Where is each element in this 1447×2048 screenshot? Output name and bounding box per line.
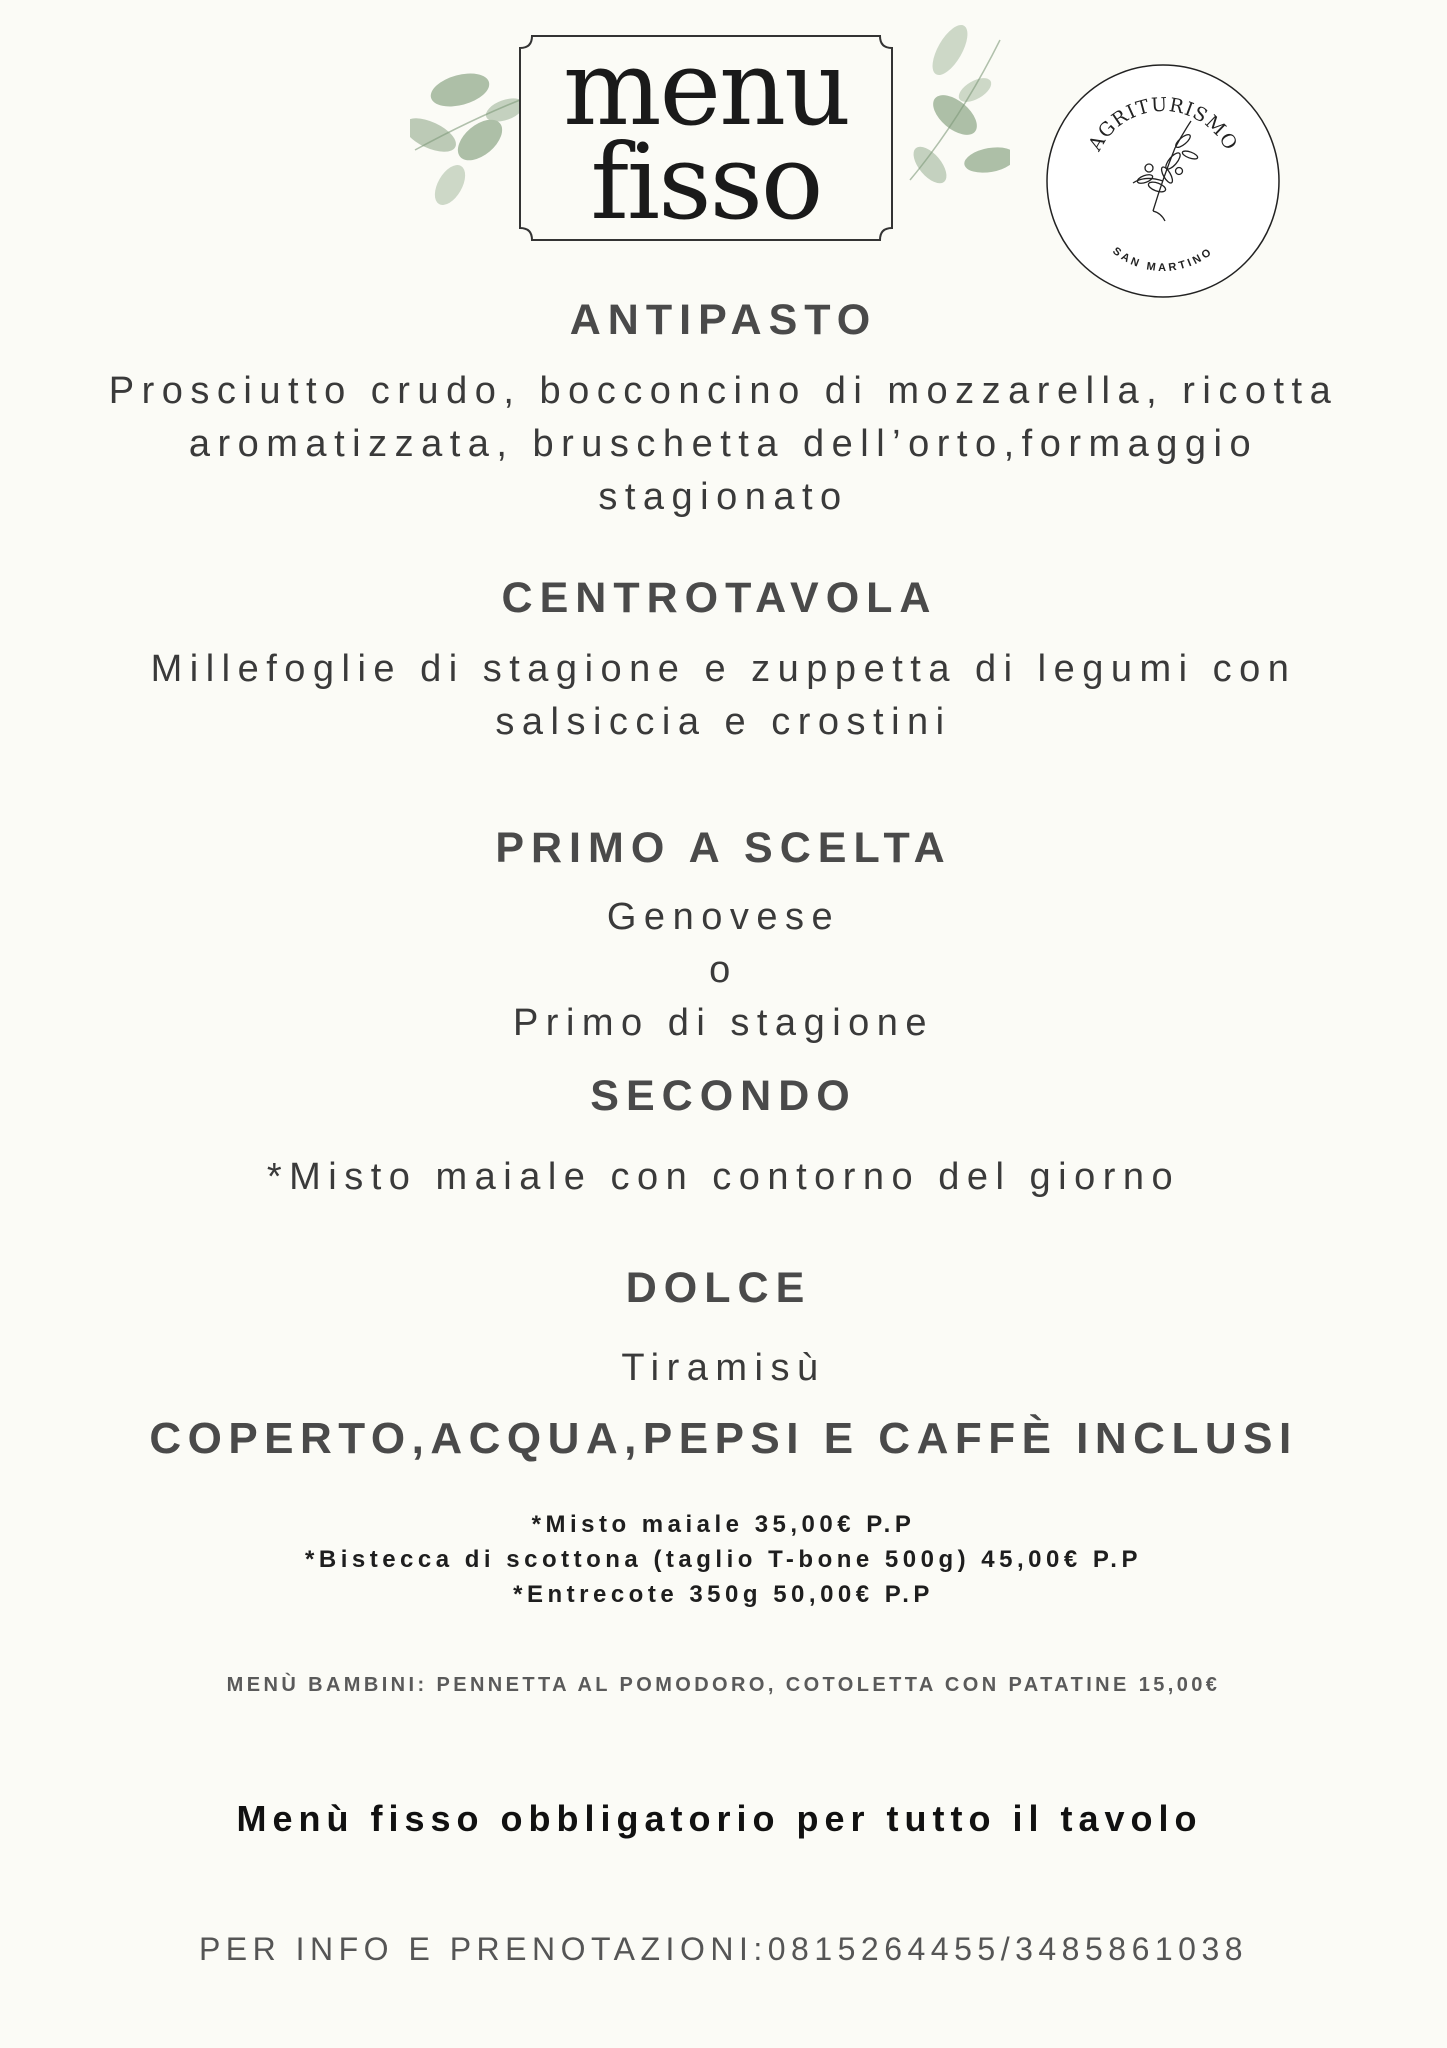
mandatory-note: Menù fisso obbligatorio per tutto il tavolo [236, 1798, 1203, 1839]
primo-separator: o [709, 949, 738, 991]
contact-info: PER INFO E PRENOTAZIONI:0815264455/3485861038 [198, 1931, 1249, 1967]
centrotavola-line-2: salsiccia e crostini [495, 701, 952, 743]
price-misto-maiale: *Misto maiale 35,00€ P.P [531, 1511, 916, 1538]
primo-option-1: Genovese [606, 896, 841, 938]
kids-menu: MENÙ BAMBINI: PENNETTA AL POMODORO, COTOLETTA CON PATATINE 15,00€ [226, 1674, 1221, 1696]
title-menu: menu [562, 27, 850, 149]
logo-bottom-text: SAN MARTINO [1110, 245, 1216, 275]
section-heading-dolce: DOLCE [625, 1264, 812, 1312]
centrotavola-line-1: Millefoglie di stagione e zuppetta di legumi con [150, 648, 1297, 690]
primo-option-2: Primo di stagione [512, 1002, 935, 1044]
secondo-line-1: *Misto maiale con contorno del giorno [266, 1156, 1181, 1198]
price-bistecca: *Bistecca di scottona (taglio T-bone 500g) 45,00€ P.P [305, 1546, 1142, 1573]
antipasto-line-3: stagionato [598, 476, 849, 518]
section-heading-secondo: SECONDO [590, 1072, 857, 1120]
section-heading-primo: PRIMO A SCELTA [495, 824, 952, 872]
price-entrecote: *Entrecote 350g 50,00€ P.P [513, 1581, 934, 1608]
included-items: COPERTO,ACQUA,PEPSI E CAFFÈ INCLUSI [149, 1414, 1298, 1463]
antipasto-line-2: aromatizzata, bruschetta dell’orto,formaggio [188, 423, 1259, 465]
title-fisso: fisso [590, 121, 822, 243]
dolce-line-1: Tiramisù [621, 1347, 826, 1389]
section-heading-antipasto: ANTIPASTO [569, 296, 878, 344]
section-heading-centrotavola: CENTROTAVOLA [501, 574, 938, 622]
agriturismo-logo [1045, 63, 1281, 299]
antipasto-line-1: Prosciutto crudo, bocconcino di mozzarella, ricotta [108, 370, 1339, 412]
logo-top-text: AGRITURISMO [1084, 93, 1242, 155]
